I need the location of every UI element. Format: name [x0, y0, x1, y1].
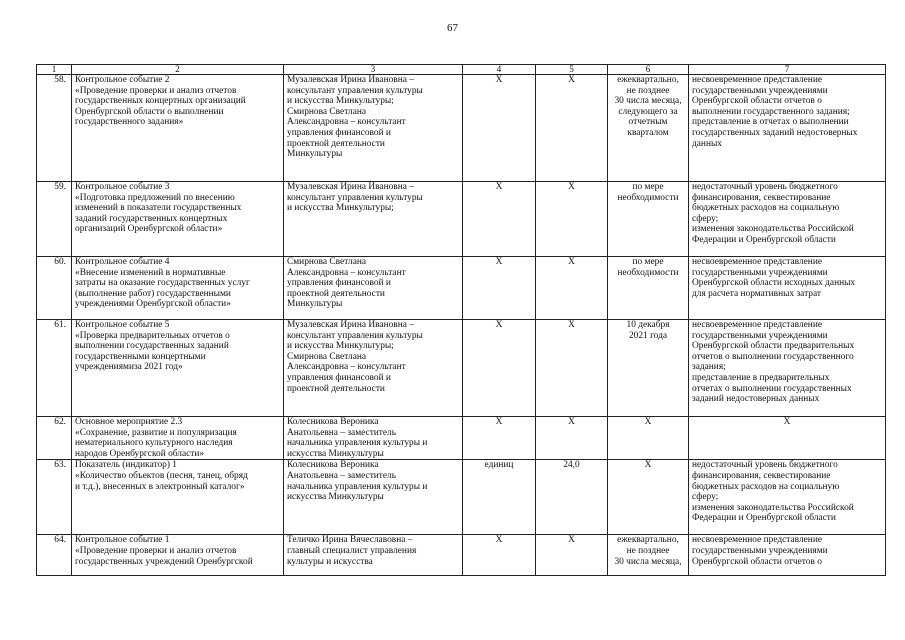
- responsible-line: проектной деятельности: [287, 288, 385, 299]
- risks-line: представление в предварительных: [692, 372, 830, 383]
- responsible-line: начальника управления культуры и: [287, 481, 428, 492]
- deadline-line: ежеквартально,: [617, 75, 679, 85]
- risks-line: государственными учреждениями: [692, 85, 828, 96]
- table-row: [37, 182, 886, 257]
- risks-line: Х: [783, 417, 791, 427]
- event-line: государственного задания»: [75, 117, 184, 128]
- header-row: [37, 65, 886, 75]
- deadline-line: Х: [644, 417, 652, 427]
- value-cell: Х: [536, 75, 608, 182]
- risks-line: изменения законодательства Российской: [692, 502, 854, 513]
- responsible-line: начальника управления культуры и: [287, 438, 428, 449]
- responsible-line: Смирнова Светлана: [287, 106, 367, 117]
- responsible-line: управления финансовой и: [287, 372, 391, 383]
- risks-line: Оренбургской области отчетов о: [692, 556, 822, 567]
- deadline-cell: [608, 417, 689, 460]
- header-cell: 4: [463, 65, 536, 75]
- row-number: 62.: [37, 417, 72, 460]
- responsible-line: Минкультуры: [287, 299, 343, 310]
- risks-line: государственными учреждениями: [692, 330, 828, 341]
- event-line: Контрольное событие 5: [75, 320, 170, 330]
- deadline-line: кварталом: [627, 127, 669, 138]
- responsible-line: управления финансовой и: [287, 127, 391, 138]
- table-row: [37, 460, 886, 535]
- unit-cell: единиц: [463, 460, 536, 535]
- event-cell: [72, 257, 284, 320]
- deadline-line: не позднее: [626, 85, 670, 96]
- responsible-line: Теличко Ирина Вячеславовна –: [287, 535, 413, 546]
- risks-line: данных: [692, 138, 722, 149]
- risks-line: изменения законодательства Российской: [692, 224, 854, 235]
- deadline-cell: [608, 320, 689, 417]
- event-line: учреждениями Оренбургской области»: [75, 299, 231, 310]
- row-number: 60.: [37, 257, 72, 320]
- responsible-cell: [284, 417, 463, 460]
- event-line: учреждениямиза 2021 год»: [75, 362, 183, 373]
- header-cell: 2: [72, 65, 284, 75]
- risks-line: сферу;: [692, 492, 719, 503]
- responsible-line: и искусства Минкультуры;: [287, 341, 394, 352]
- responsible-line: искусства Минкультуры: [287, 492, 384, 503]
- event-line: Контрольное событие 2: [75, 75, 170, 85]
- risks-cell: [689, 75, 886, 182]
- header-cell: 7: [689, 65, 886, 75]
- responsible-line: управления финансовой и: [287, 278, 391, 289]
- risks-line: задания;: [692, 362, 726, 373]
- risks-cell: [689, 535, 886, 576]
- row-number: 58.: [37, 75, 72, 182]
- row-number: 59.: [37, 182, 72, 257]
- responsible-line: консультант управления культуры: [287, 192, 423, 203]
- unit-cell: Х: [463, 257, 536, 320]
- event-cell: [72, 75, 284, 182]
- risks-line: несвоевременное представление: [692, 535, 822, 546]
- event-line: изменений в показатели государственных: [75, 203, 242, 214]
- risks-line: бюджетных расходов на социальную: [692, 481, 840, 492]
- event-line: «Проведение проверки и анализ отчетов: [75, 85, 237, 96]
- unit-cell: Х: [463, 75, 536, 182]
- event-line: (выполнение работ) государственными: [75, 288, 231, 299]
- header-cell: 3: [284, 65, 463, 75]
- event-line: организаций Оренбургской области»: [75, 224, 223, 235]
- responsible-line: Александровна – консультант: [287, 267, 406, 278]
- event-cell: [72, 320, 284, 417]
- header-cell: 5: [536, 65, 608, 75]
- deadline-line: 30 числа месяца,: [614, 96, 682, 107]
- event-line: Показатель (индикатор) 1: [75, 460, 177, 471]
- responsible-line: Минкультуры: [287, 149, 343, 160]
- responsible-cell: [284, 257, 463, 320]
- table-row: [37, 320, 886, 417]
- deadline-line: по мере: [632, 257, 664, 267]
- deadline-cell: [608, 535, 689, 576]
- row-number: 64.: [37, 535, 72, 576]
- event-cell: [72, 417, 284, 460]
- risks-line: сферу;: [692, 213, 719, 224]
- event-line: выполнении государственных заданий: [75, 341, 229, 352]
- event-line: нематериального культурного наследия: [75, 438, 233, 449]
- event-cell: [72, 460, 284, 535]
- responsible-line: искусства Минкультуры: [287, 448, 384, 459]
- responsible-line: Александровна – консультант: [287, 117, 406, 128]
- table-row: [37, 75, 886, 182]
- responsible-cell: [284, 75, 463, 182]
- unit-cell: Х: [463, 320, 536, 417]
- deadline-line: отчетным: [628, 117, 668, 128]
- risks-line: бюджетных расходов на социальную: [692, 203, 840, 214]
- event-line: народов Оренбургской области»: [75, 448, 205, 459]
- risks-line: отчетах о выполнении государственных: [692, 383, 852, 394]
- responsible-line: Смирнова Светлана: [287, 257, 367, 267]
- risks-line: Федерации и Оренбургской области: [692, 513, 836, 524]
- unit-cell: Х: [463, 417, 536, 460]
- event-line: Контрольное событие 1: [75, 535, 170, 546]
- header-cell: 1: [37, 65, 72, 75]
- row-number: 63.: [37, 460, 72, 535]
- deadline-line: не позднее: [626, 545, 670, 556]
- table-row: [37, 417, 886, 460]
- risks-cell: [689, 182, 886, 257]
- responsible-cell: [284, 320, 463, 417]
- event-line: «Проведение проверки и анализ отчетов: [75, 545, 237, 556]
- deadline-cell: [608, 257, 689, 320]
- responsible-cell: [284, 535, 463, 576]
- unit-cell: Х: [463, 182, 536, 257]
- responsible-line: Анатольевна – заместитель: [287, 427, 397, 438]
- risks-line: финансирования, секвестирование: [692, 470, 831, 481]
- risks-cell: [689, 417, 886, 460]
- risks-line: несвоевременное представление: [692, 257, 822, 267]
- risks-line: выполнении государственного задания;: [692, 106, 850, 117]
- table-row: [37, 535, 886, 576]
- deadline-cell: [608, 182, 689, 257]
- responsible-line: и искусства Минкультуры;: [287, 203, 394, 214]
- risks-line: государственными учреждениями: [692, 267, 828, 278]
- responsible-line: Музалевская Ирина Ивановна –: [287, 75, 414, 85]
- responsible-cell: [284, 182, 463, 257]
- deadline-line: по мере: [632, 182, 664, 192]
- event-line: «Подготовка предложений по внесению: [75, 192, 235, 203]
- risks-line: недостаточный уровень бюджетного: [692, 460, 838, 471]
- deadline-line: ежеквартально,: [617, 535, 679, 546]
- event-line: государственных концертных организаций: [75, 96, 246, 107]
- value-cell: Х: [536, 320, 608, 417]
- deadline-line: 30 числа месяца,: [614, 556, 682, 567]
- responsible-line: проектной деятельности: [287, 138, 385, 149]
- risks-line: государственных заданий недостоверных: [692, 127, 858, 138]
- event-cell: [72, 535, 284, 576]
- event-line: Оренбургской области о выполнении: [75, 106, 224, 117]
- value-cell: Х: [536, 417, 608, 460]
- event-line: «Проверка предварительных отчетов о: [75, 330, 230, 341]
- event-line: и т.д.), внесенных в электронный каталог»: [75, 481, 245, 492]
- responsible-line: и искусства Минкультуры;: [287, 96, 394, 107]
- deadline-line: необходимости: [617, 267, 679, 278]
- risks-line: Оренбургской области предварительных: [692, 341, 855, 352]
- risks-line: отчетов о выполнении государственного: [692, 351, 854, 362]
- responsible-line: Музалевская Ирина Ивановна –: [287, 320, 414, 330]
- header-cell: 6: [608, 65, 689, 75]
- risks-line: Федерации и Оренбургской области: [692, 234, 836, 245]
- event-line: затраты на оказание государственных услуг: [75, 278, 250, 289]
- value-cell: Х: [536, 535, 608, 576]
- responsible-line: консультант управления культуры: [287, 85, 423, 96]
- event-line: Основное мероприятие 2.3: [75, 417, 183, 427]
- deadline-line: Х: [644, 460, 652, 471]
- responsible-line: культуры и искусства: [287, 556, 373, 567]
- unit-cell: Х: [463, 535, 536, 576]
- responsible-line: Музалевская Ирина Ивановна –: [287, 182, 414, 192]
- value-cell: Х: [536, 182, 608, 257]
- risks-line: заданий недостоверных данных: [692, 394, 820, 405]
- risks-line: представление в отчетах о выполнении: [692, 117, 849, 128]
- deadline-line: необходимости: [617, 192, 679, 203]
- risks-line: недостаточный уровень бюджетного: [692, 182, 838, 192]
- table-row: [37, 257, 886, 320]
- risks-line: Оренбургской области отчетов о: [692, 96, 822, 107]
- responsible-line: Александровна – консультант: [287, 362, 406, 373]
- row-number: 61.: [37, 320, 72, 417]
- event-line: Контрольное событие 3: [75, 182, 170, 192]
- risks-cell: [689, 460, 886, 535]
- responsible-line: главный специалист управления: [287, 545, 417, 556]
- event-line: Контрольное событие 4: [75, 257, 170, 267]
- risks-line: для расчета нормативных затрат: [692, 288, 821, 299]
- responsible-line: проектной деятельности: [287, 383, 385, 394]
- responsible-line: консультант управления культуры: [287, 330, 423, 341]
- responsible-line: Смирнова Светлана: [287, 351, 367, 362]
- deadline-cell: [608, 75, 689, 182]
- risks-line: финансирования, секвестирование: [692, 192, 831, 203]
- deadline-cell: [608, 460, 689, 535]
- responsible-line: Анатольевна – заместитель: [287, 470, 397, 481]
- value-cell: 24,0: [536, 460, 608, 535]
- deadline-line: 10 декабря: [626, 320, 670, 330]
- risks-line: Оренбургской области исходных данных: [692, 278, 856, 289]
- risks-cell: [689, 257, 886, 320]
- plan-table: [36, 64, 886, 576]
- event-line: «Внесение изменений в нормативные: [75, 267, 226, 278]
- deadline-line: 2021 года: [628, 330, 668, 341]
- event-line: «Сохранение, развитие и популяризация: [75, 427, 237, 438]
- responsible-line: Колесникова Вероника: [287, 417, 379, 427]
- event-line: государственными концертными: [75, 351, 206, 362]
- risks-line: несвоевременное представление: [692, 75, 822, 85]
- event-line: государственных учреждений Оренбургской: [75, 556, 253, 567]
- page-number: 67: [447, 22, 458, 34]
- event-line: «Количество объектов (песня, танец, обряд: [75, 470, 248, 481]
- deadline-line: следующего за: [618, 106, 678, 117]
- event-cell: [72, 182, 284, 257]
- value-cell: Х: [536, 257, 608, 320]
- risks-line: несвоевременное представление: [692, 320, 822, 330]
- risks-cell: [689, 320, 886, 417]
- responsible-cell: [284, 460, 463, 535]
- responsible-line: Колесникова Вероника: [287, 460, 379, 471]
- risks-line: государственными учреждениями: [692, 545, 828, 556]
- event-line: заданий государственных концертных: [75, 213, 228, 224]
